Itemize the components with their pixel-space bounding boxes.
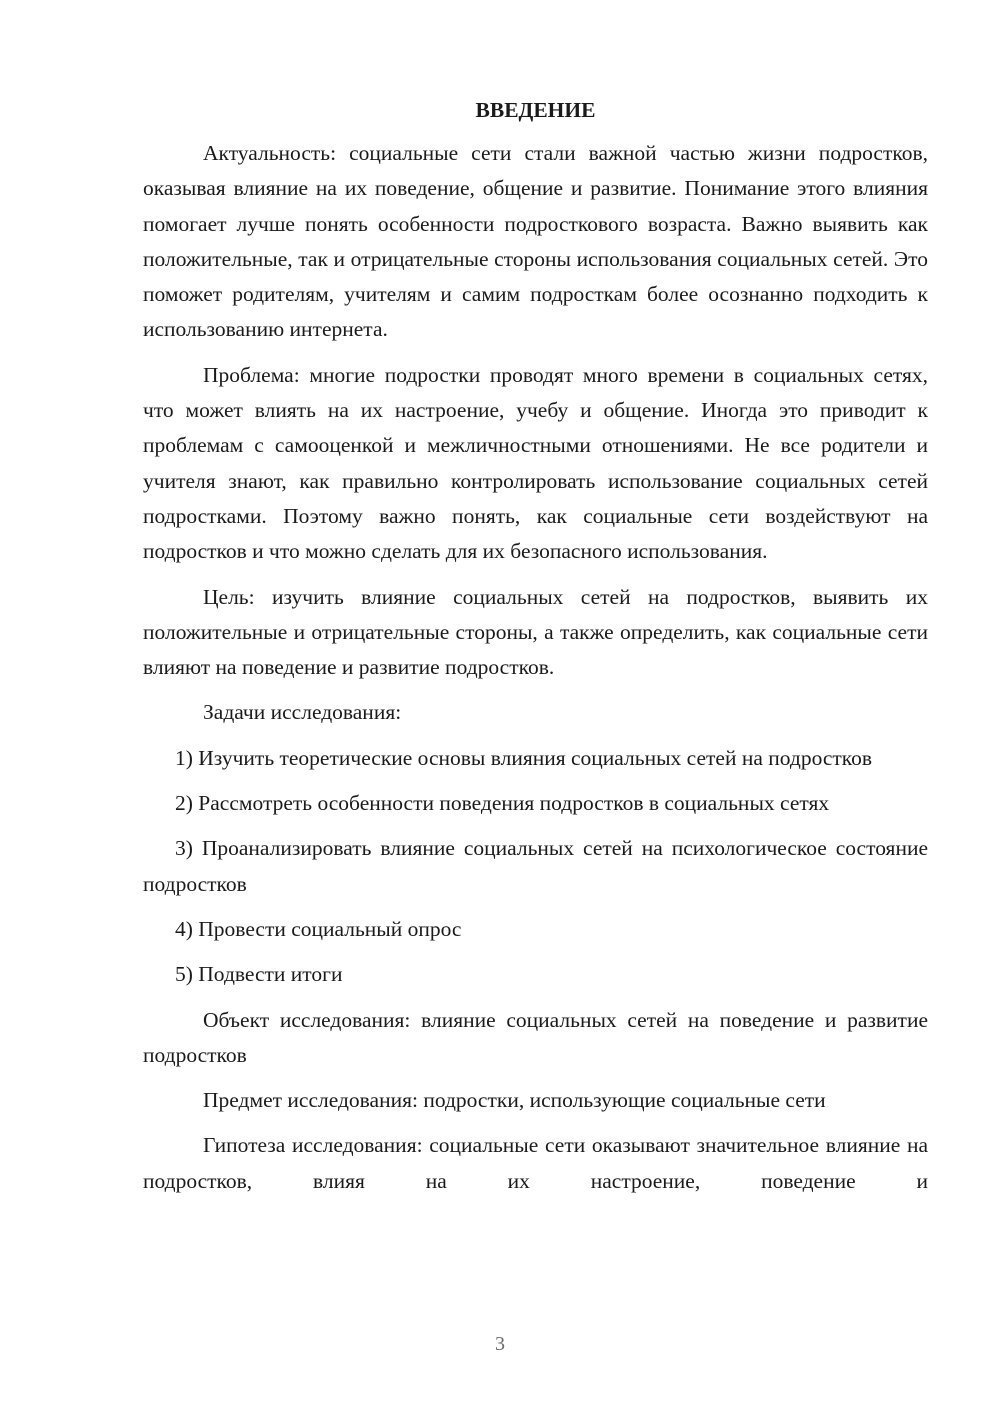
research-object-paragraph: Объект исследования: влияние социальных сетей на поведение и развитие подростков — [143, 1007, 928, 1067]
task-item: 5) Подвести итоги — [175, 962, 343, 987]
document-page — [143, 93, 928, 1209]
task-item: 1) Изучить теоретические основы влияния социальных сетей на подростков — [175, 745, 873, 770]
task-item: 3) Проанализировать влияние социальных сетей на психологическое состояние подростков — [143, 836, 928, 896]
research-subject-paragraph: Предмет исследования: подростки, использующие социальные сети — [203, 1088, 826, 1113]
goal-paragraph: Цель: изучить влияние социальных сетей на подростков, выявить их положительные и отрицательные стороны, а также определить, как социальные сети влияют на поведение и развитие подростков. — [143, 584, 928, 680]
tasks-heading: Задачи исследования: — [203, 700, 402, 725]
task-item: 4) Провести социальный опрос — [175, 916, 462, 941]
problem-paragraph: Проблема: многие подростки проводят много времени в социальных сетях, что может влиять на их настроение, учебу и общение. Иногда это приводит к проблемам с самооценкой и межличностными отношениями. Не все родители и учителя знают, как правильно контролировать использование социальных сетей подростками. Поэтому важно понять, как социальные сети воздействуют на подростков и что можно сделать для их безопасного использования. — [143, 362, 928, 564]
page-number: 3 — [495, 1333, 505, 1355]
task-item: 2) Рассмотреть особенности поведения подростков в социальных сетях — [175, 791, 830, 816]
hypothesis-paragraph: Гипотеза исследования: социальные сети оказывают значительное влияние на подростков, влияя на их настроение, поведение и — [143, 1133, 928, 1193]
relevance-paragraph: Актуальность: социальные сети стали важной частью жизни подростков, оказывая влияние на их поведение, общение и развитие. Понимание этого влияния помогает лучше понять особенности подросткового возраста. Важно выявить как положительные, так и отрицательные стороны использования социальных сетей. Это поможет родителям, учителям и самим подросткам более осознанно подходить к использованию интернета. — [143, 141, 928, 342]
section-heading: ВВЕДЕНИЕ — [475, 98, 596, 122]
